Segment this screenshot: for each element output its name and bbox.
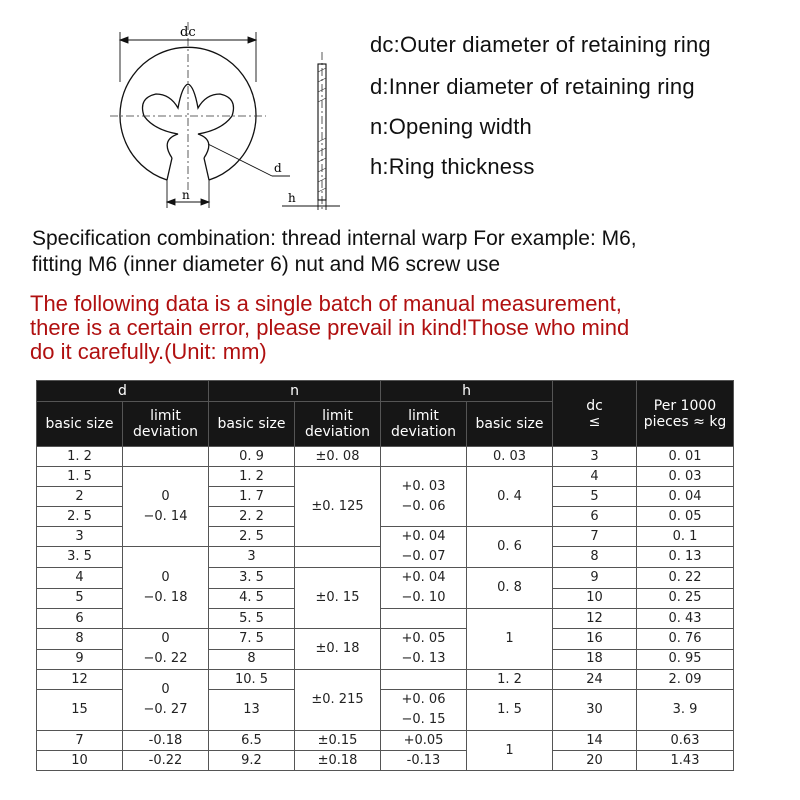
- note-line-2: there is a certain error, please prevail in kind!Those who mind: [30, 315, 630, 340]
- n-basic-cell: 8: [209, 649, 295, 670]
- header-d-limit-1: limit: [150, 408, 181, 424]
- legend-d: d:Inner diameter of retaining ring: [370, 74, 695, 99]
- d-basic-cell: 8: [37, 629, 123, 650]
- d-basic-cell: 2. 5: [37, 507, 123, 527]
- h-limit-lower: −0. 13: [401, 651, 446, 666]
- weight-cell: 0. 04: [637, 487, 734, 507]
- n-limit-cell: ±0.15: [295, 731, 381, 751]
- weight-cell: 0. 95: [637, 649, 734, 670]
- table-row: [37, 467, 734, 487]
- n-limit-cell: ±0. 18: [295, 629, 381, 670]
- dc-cell: 14: [553, 731, 637, 751]
- dc-cell: 18: [553, 649, 637, 670]
- n-basic-cell: 1. 2: [209, 467, 295, 487]
- header-dc: [553, 381, 637, 447]
- weight-cell: 3. 9: [637, 690, 734, 731]
- n-limit-cell: ±0. 215: [295, 670, 381, 731]
- header-h-limit: [381, 402, 467, 447]
- d-limit-upper: 0: [161, 631, 170, 646]
- spec-line-2: fitting M6 (inner diameter 6) nut and M6 screw use: [32, 253, 501, 276]
- dc-dimension-label: dc: [180, 25, 196, 40]
- d-limit-lower: −0. 27: [143, 702, 188, 717]
- d-basic-cell: 3: [37, 527, 123, 547]
- weight-cell: 0. 43: [637, 609, 734, 629]
- header-weight-line2: pieces ≈ kg: [643, 413, 727, 430]
- d-basic-cell: 1. 5: [37, 467, 123, 487]
- header-n-limit: [295, 402, 381, 447]
- h-limit-lower: −0. 07: [401, 549, 446, 564]
- h-basic-cell: 0. 4: [467, 467, 553, 527]
- header-h-limit-1: limit: [408, 408, 439, 424]
- h-limit-cell: [381, 629, 467, 670]
- header-weight: [637, 381, 734, 447]
- d-limit-cell: -0.22: [123, 751, 209, 771]
- n-basic-cell: 3: [209, 547, 295, 568]
- header-d: d: [37, 381, 209, 402]
- d-basic-cell: 15: [37, 690, 123, 731]
- d-basic-cell: 9: [37, 649, 123, 670]
- n-dimension-label: n: [182, 188, 190, 202]
- dc-cell: 10: [553, 588, 637, 609]
- retaining-ring-diagram: [90, 12, 360, 212]
- header-n-limit-2: deviation: [304, 424, 371, 440]
- n-basic-cell: 13: [209, 690, 295, 731]
- weight-cell: 0. 03: [637, 467, 734, 487]
- h-limit-cell: [381, 527, 467, 568]
- d-basic-cell: 6: [37, 609, 123, 629]
- n-basic-cell: 1. 7: [209, 487, 295, 507]
- d-limit-cell: [123, 547, 209, 629]
- header-dc-label: dc: [586, 397, 603, 414]
- d-limit-cell: [123, 629, 209, 670]
- d-limit-lower: −0. 22: [143, 651, 188, 666]
- h-limit-lower: −0. 10: [401, 590, 446, 605]
- h-basic-cell: 1: [467, 609, 553, 670]
- weight-cell: 0. 01: [637, 447, 734, 467]
- h-limit-cell: [381, 690, 467, 731]
- n-basic-cell: 5. 5: [209, 609, 295, 629]
- dc-cell: 4: [553, 467, 637, 487]
- header-n: n: [209, 381, 381, 402]
- d-basic-cell: 5: [37, 588, 123, 609]
- header-weight-line1: Per 1000: [653, 397, 717, 414]
- header-dc-symbol: ≤: [588, 413, 601, 430]
- h-basic-cell: 1. 2: [467, 670, 553, 690]
- h-basic-cell: 0. 6: [467, 527, 553, 568]
- n-basic-cell: 4. 5: [209, 588, 295, 609]
- dc-cell: 7: [553, 527, 637, 547]
- weight-cell: 0. 13: [637, 547, 734, 568]
- n-basic-cell: 7. 5: [209, 629, 295, 650]
- d-basic-cell: 10: [37, 751, 123, 771]
- d-basic-cell: 12: [37, 670, 123, 690]
- n-basic-cell: 6.5: [209, 731, 295, 751]
- d-limit-cell: [123, 670, 209, 731]
- dc-cell: 20: [553, 751, 637, 771]
- h-limit-cell: [381, 670, 467, 690]
- d-limit-upper: 0: [161, 488, 170, 504]
- dc-cell: 9: [553, 568, 637, 589]
- n-basic-cell: 2. 5: [209, 527, 295, 547]
- weight-cell: 0. 1: [637, 527, 734, 547]
- weight-cell: 2. 09: [637, 670, 734, 690]
- n-basic-cell: 10. 5: [209, 670, 295, 690]
- n-limit-cell: ±0. 08: [295, 447, 381, 467]
- dc-cell: 16: [553, 629, 637, 650]
- weight-cell: 0. 76: [637, 629, 734, 650]
- header-d-limit-2: deviation: [132, 424, 199, 440]
- d-basic-cell: 2: [37, 487, 123, 507]
- header-d-limit: [123, 402, 209, 447]
- h-limit-upper: +0. 06: [401, 692, 446, 707]
- header-n-limit-1: limit: [322, 408, 353, 424]
- d-limit-lower: −0. 18: [143, 589, 188, 605]
- n-basic-cell: 3. 5: [209, 568, 295, 589]
- h-limit-cell: -0.13: [381, 751, 467, 771]
- dc-cell: 8: [553, 547, 637, 568]
- dc-cell: 5: [553, 487, 637, 507]
- note-line-3: do it carefully.(Unit: mm): [30, 339, 267, 364]
- weight-cell: 1.43: [637, 751, 734, 771]
- d-limit-cell: -0.18: [123, 731, 209, 751]
- n-basic-cell: 0. 9: [209, 447, 295, 467]
- dc-cell: 3: [553, 447, 637, 467]
- h-basic-cell: 0. 8: [467, 568, 553, 609]
- h-limit-upper: +0. 03: [401, 478, 446, 494]
- h-limit-cell: +0.05: [381, 731, 467, 751]
- size-table: [36, 380, 734, 771]
- dc-cell: 24: [553, 670, 637, 690]
- n-basic-cell: 2. 2: [209, 507, 295, 527]
- legend-dc: dc:Outer diameter of retaining ring: [370, 32, 711, 57]
- h-basic-cell: 1: [467, 731, 553, 771]
- weight-cell: 0. 22: [637, 568, 734, 589]
- n-basic-cell: 9.2: [209, 751, 295, 771]
- h-basic-cell: 1. 5: [467, 690, 553, 731]
- h-limit-lower: −0. 06: [401, 498, 446, 514]
- header-n-basic: basic size: [209, 402, 295, 447]
- n-limit-cell: ±0. 15: [295, 568, 381, 629]
- h-limit-cell: [381, 609, 467, 629]
- table-row: [37, 731, 734, 751]
- d-basic-cell: 1. 2: [37, 447, 123, 467]
- spec-line-1: Specification combination: thread internal warp For example: M6,: [32, 227, 637, 250]
- table-row: [37, 751, 734, 771]
- table-row: [37, 447, 734, 467]
- d-dimension-label: d: [274, 161, 282, 175]
- header-h: h: [381, 381, 553, 402]
- specification-text: [32, 226, 792, 278]
- d-limit-cell: [123, 447, 209, 467]
- h-limit-cell: [381, 568, 467, 609]
- header-h-basic: basic size: [467, 402, 553, 447]
- h-limit-cell: [381, 467, 467, 527]
- h-dimension-label: h: [288, 191, 296, 205]
- measurement-note: [30, 292, 800, 364]
- d-basic-cell: 3. 5: [37, 547, 123, 568]
- d-limit-upper: 0: [161, 569, 170, 585]
- d-basic-cell: 7: [37, 731, 123, 751]
- header-d-basic: basic size: [37, 402, 123, 447]
- header-h-limit-2: deviation: [390, 424, 457, 440]
- n-limit-cell: ±0.18: [295, 751, 381, 771]
- h-limit-upper: +0. 04: [401, 570, 446, 585]
- dc-cell: 12: [553, 609, 637, 629]
- h-limit-upper: +0. 04: [401, 529, 446, 544]
- d-limit-upper: 0: [161, 682, 170, 697]
- weight-cell: 0. 05: [637, 507, 734, 527]
- dc-cell: 6: [553, 507, 637, 527]
- legend-h: h:Ring thickness: [370, 154, 535, 179]
- note-line-1: The following data is a single batch of manual measurement,: [30, 291, 622, 316]
- d-basic-cell: 4: [37, 568, 123, 589]
- h-limit-upper: +0. 05: [401, 631, 446, 646]
- legend-n: n:Opening width: [370, 114, 532, 139]
- h-limit-lower: −0. 15: [401, 712, 446, 727]
- h-basic-cell: 0. 03: [467, 447, 553, 467]
- weight-cell: 0.63: [637, 731, 734, 751]
- table-row: [37, 670, 734, 690]
- dc-cell: 30: [553, 690, 637, 731]
- n-limit-cell: [295, 547, 381, 568]
- table-row: [37, 629, 734, 650]
- n-limit-cell: ±0. 125: [295, 467, 381, 547]
- weight-cell: 0. 25: [637, 588, 734, 609]
- d-limit-lower: −0. 14: [143, 508, 188, 524]
- h-limit-cell: [381, 447, 467, 467]
- d-limit-cell: [123, 467, 209, 547]
